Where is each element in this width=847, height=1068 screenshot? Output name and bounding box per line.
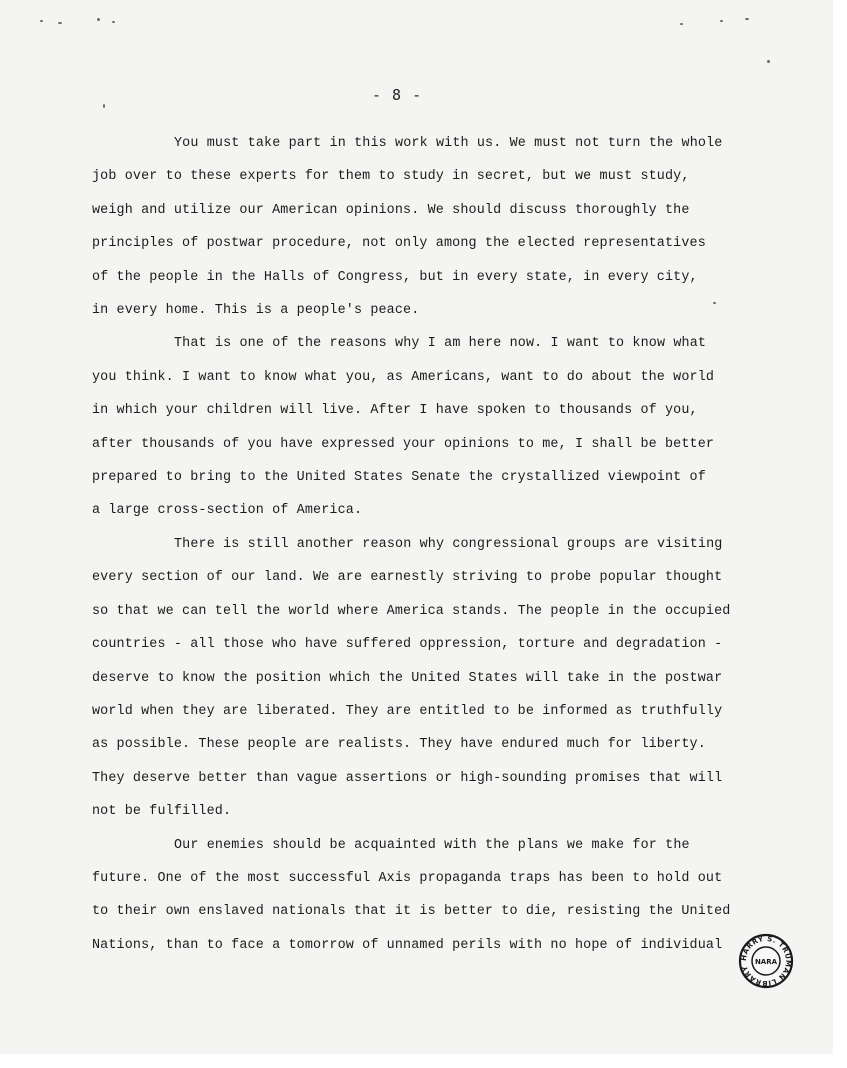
text-line: job over to these experts for them to study in secret, but we must study,	[92, 169, 690, 185]
letter-body	[92, 127, 732, 962]
scan-bottom-margin	[0, 1054, 847, 1068]
paragraph	[92, 528, 732, 829]
text-line: a large cross-section of America.	[92, 503, 363, 519]
text-line: in which your children will live. After I have spoken to thousands of you,	[92, 403, 698, 419]
text-line: There is still another reason why congressional groups are visiting	[174, 536, 723, 552]
text-line: prepared to bring to the United States Senate the crystallized viewpoint of	[92, 470, 706, 486]
text-line: They deserve better than vague assertions or high-sounding promises that will	[92, 770, 723, 786]
text-line: deserve to know the position which the United States will take in the postwar	[92, 670, 723, 686]
text-line: countries - all those who have suffered oppression, torture and degradation -	[92, 637, 723, 653]
text-line: not be fulfilled.	[92, 804, 232, 820]
scan-speck	[767, 60, 770, 63]
text-line: Our enemies should be acquainted with the plans we make for the	[174, 837, 690, 853]
text-line: world when they are liberated. They are entitled to be informed as truthfully	[92, 703, 723, 719]
text-line: in every home. This is a people's peace.	[92, 303, 420, 319]
seal-ring-text: HARRY S. TRUMAN LIBRARY	[739, 934, 793, 988]
page-number: - 8 -	[372, 86, 423, 104]
paragraph	[92, 327, 732, 527]
scan-speck	[680, 23, 683, 25]
text-line: as possible. These people are realists. They have endured much for liberty.	[92, 737, 706, 753]
text-line: You must take part in this work with us. We must not turn the whole	[174, 136, 723, 151]
text-line: of the people in the Halls of Congress, but in every state, in every city,	[92, 269, 698, 285]
text-line: Nations, than to face a tomorrow of unnamed perils with no hope of individual	[92, 937, 723, 953]
library-seal-stamp	[738, 933, 794, 989]
text-line: after thousands of you have expressed your opinions to me, I shall be better	[92, 436, 715, 452]
text-line: principles of postwar procedure, not only among the elected representatives	[92, 236, 706, 252]
scan-speck	[58, 22, 62, 24]
scan-right-margin	[833, 0, 847, 1068]
seal-center-text: NARA	[754, 958, 778, 966]
scan-speck	[720, 20, 723, 22]
text-line: to their own enslaved nationals that it is better to die, resisting the United	[92, 904, 731, 920]
text-line: That is one of the reasons why I am here now. I want to know what	[174, 336, 707, 352]
scan-speck	[112, 21, 115, 23]
text-line: weigh and utilize our American opinions. We should discuss thoroughly the	[92, 202, 690, 218]
scan-speck	[97, 18, 100, 21]
paragraph	[92, 829, 732, 963]
text-line: every section of our land. We are earnestly striving to probe popular thought	[92, 570, 723, 586]
scan-speck	[103, 104, 105, 108]
scan-speck	[40, 20, 43, 22]
scan-speck	[745, 18, 749, 20]
text-line: so that we can tell the world where America stands. The people in the occupied	[92, 603, 731, 619]
text-line: future. One of the most successful Axis propaganda traps has been to hold out	[92, 870, 723, 886]
paragraph	[92, 127, 732, 327]
text-line: you think. I want to know what you, as Americans, want to do about the world	[92, 369, 715, 385]
